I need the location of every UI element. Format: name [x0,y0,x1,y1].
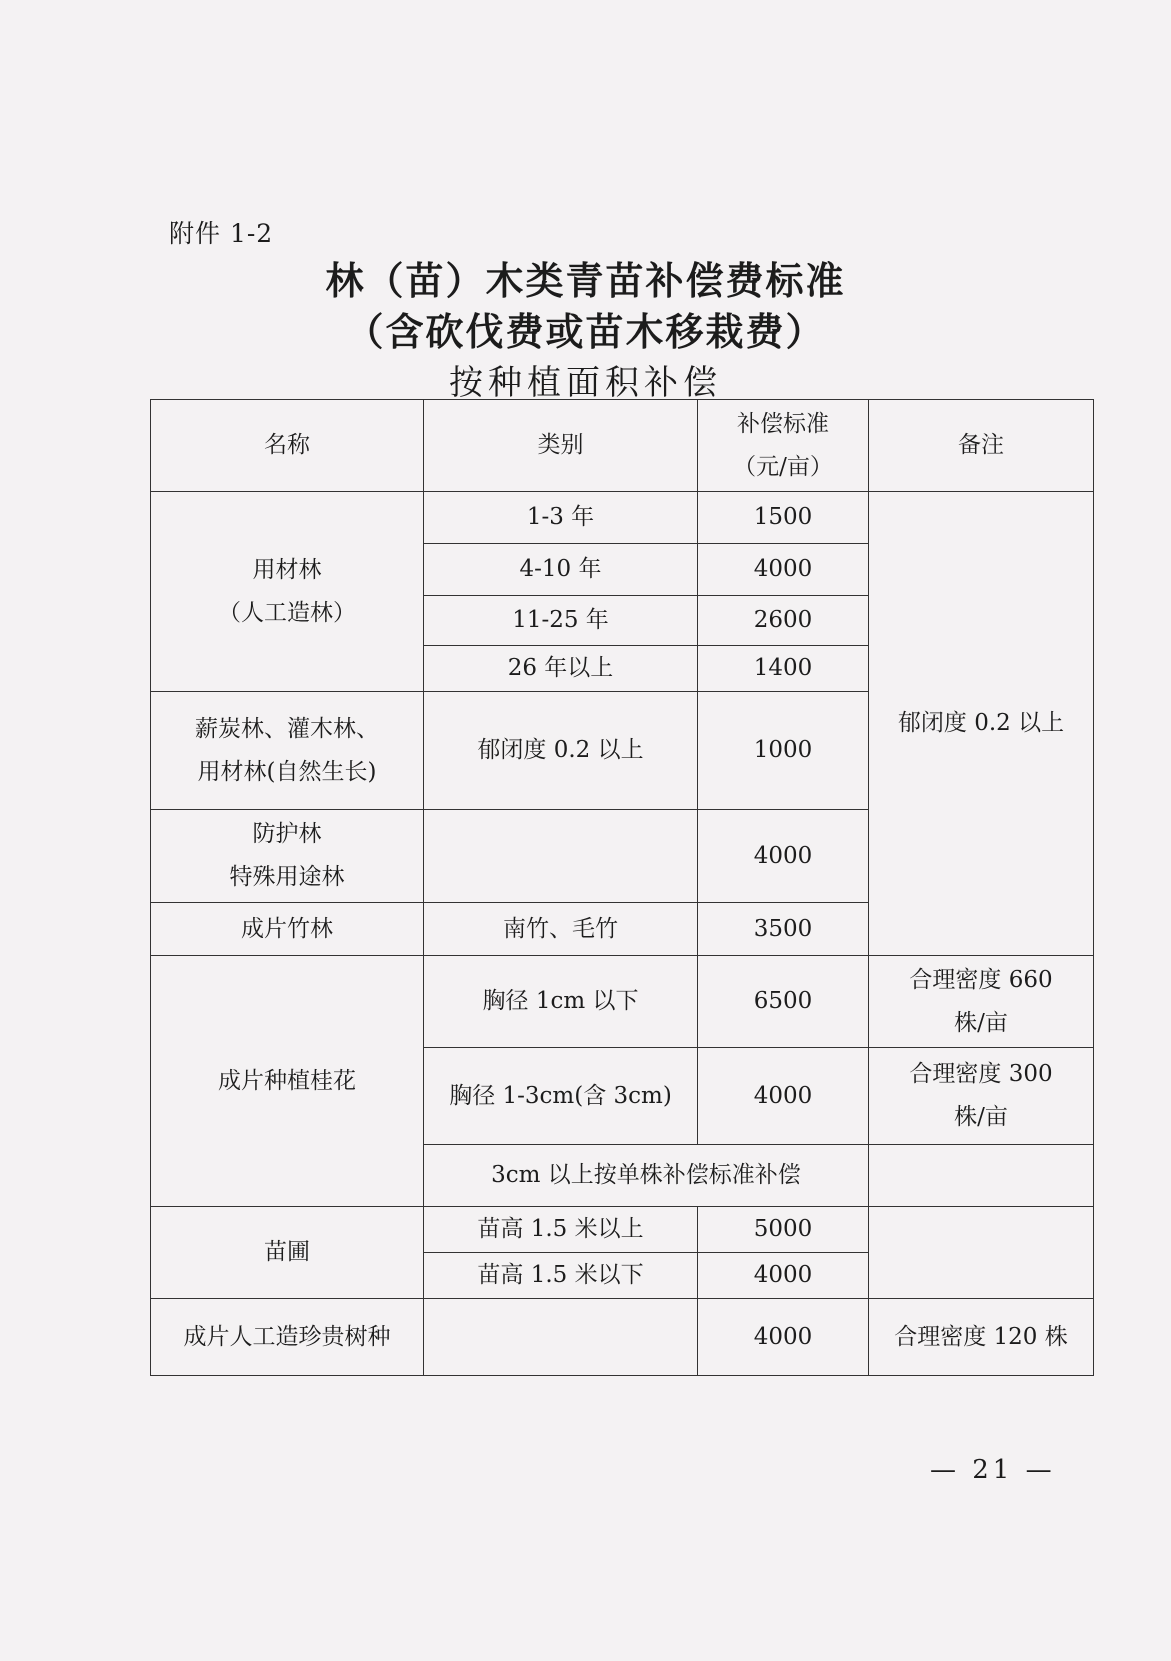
bamboo-category: 南竹、毛竹 [424,903,698,956]
header-standard [698,400,869,492]
osmanthus-remark [869,956,1094,1048]
timber-category: 4-10 年 [424,544,698,596]
protection-forest-name-line1: 防护林 [252,821,322,848]
osmanthus-value: 6500 [698,956,869,1048]
document-subtitle: 按种植面积补偿 [449,363,722,403]
compensation-table [150,399,1094,1376]
osmanthus-remark [869,1048,1094,1145]
header-name: 名称 [151,400,424,492]
page-number: — 21 — [930,1455,1056,1485]
protection-forest-name-line2: 特殊用途林 [229,864,345,890]
table-row [151,1207,1094,1253]
table-header-row [151,400,1094,492]
fuel-forest-name [151,692,424,810]
rare-tree-value: 4000 [698,1299,869,1376]
timber-value: 4000 [698,544,869,596]
timber-category: 1-3 年 [424,492,698,544]
protection-forest-name [151,810,424,903]
table-row [151,956,1094,1048]
timber-name [151,492,424,692]
fuel-forest-name-line1: 薪炭林、灌木林、 [195,715,379,742]
rare-tree-category [424,1299,698,1376]
timber-name-line1: 用材林 [252,556,322,583]
header-standard-line1: 补偿标准 [737,410,829,437]
timber-category: 11-25 年 [424,596,698,646]
timber-name-line2: （人工造林） [218,599,356,626]
table-row [151,492,1094,544]
nursery-value: 4000 [698,1253,869,1299]
header-remark: 备注 [869,400,1094,492]
header-standard-line2: （元/亩） [733,453,833,480]
osmanthus-note: 3cm 以上按单株补偿标准补偿 [424,1145,869,1207]
osmanthus-category: 胸径 1cm 以下 [424,956,698,1048]
shared-remark: 郁闭度 0.2 以上 [869,492,1094,956]
fuel-forest-value: 1000 [698,692,869,810]
osmanthus-remark-line1: 合理密度 300 [909,1061,1053,1088]
document-title-line2: （含砍伐费或苗木移栽费） [345,309,826,354]
osmanthus-category: 胸径 1-3cm(含 3cm) [424,1048,698,1145]
bamboo-value: 3500 [698,903,869,956]
osmanthus-value: 4000 [698,1048,869,1145]
nursery-category: 苗高 1.5 米以上 [424,1207,698,1253]
fuel-forest-name-line2: 用材林(自然生长) [197,758,377,785]
osmanthus-remark-line2: 株/亩 [954,1104,1008,1130]
protection-forest-category [424,810,698,903]
timber-value: 1400 [698,646,869,692]
nursery-value: 5000 [698,1207,869,1253]
protection-forest-value: 4000 [698,810,869,903]
osmanthus-note-remark [869,1145,1094,1207]
osmanthus-remark-line1: 合理密度 660 [909,966,1053,993]
osmanthus-remark-line2: 株/亩 [954,1009,1008,1036]
bamboo-name: 成片竹林 [151,903,424,956]
document-title-line1: 林（苗）木类青苗补偿费标准 [325,258,846,303]
nursery-remark [869,1207,1094,1299]
header-category: 类别 [424,400,698,492]
timber-category: 26 年以上 [424,646,698,692]
fuel-forest-category: 郁闭度 0.2 以上 [424,692,698,810]
timber-value: 2600 [698,596,869,646]
nursery-category: 苗高 1.5 米以下 [424,1253,698,1299]
rare-tree-name: 成片人工造珍贵树种 [151,1299,424,1376]
table-row [151,1299,1094,1376]
timber-value: 1500 [698,492,869,544]
attachment-label: 附件 1-2 [169,219,274,248]
nursery-name: 苗圃 [151,1207,424,1299]
rare-tree-remark: 合理密度 120 株 [869,1299,1094,1376]
osmanthus-name: 成片种植桂花 [151,956,424,1207]
